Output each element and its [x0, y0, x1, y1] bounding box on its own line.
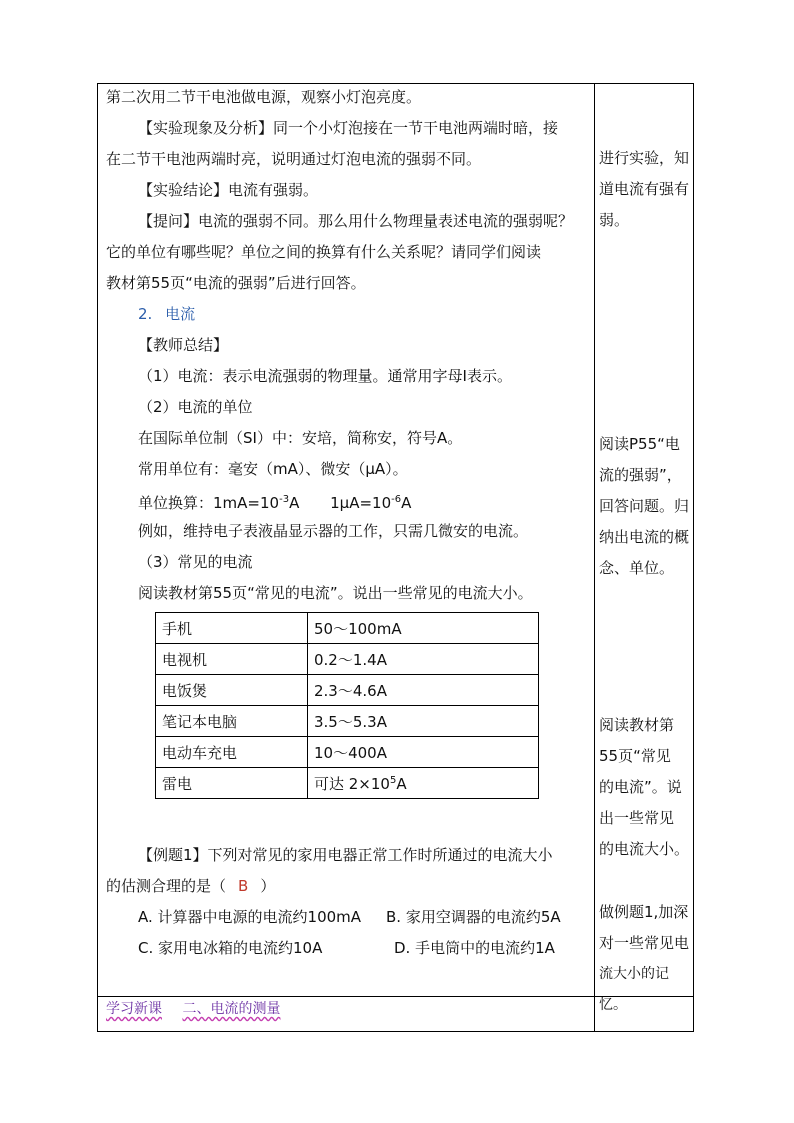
text-line: 教材第55页“电流的强弱”后进行回答。 — [106, 274, 366, 292]
option-b: B. 家用空调器的电流约5A — [386, 908, 561, 926]
value-cell: 2.3～4.6A — [308, 675, 539, 706]
table-row — [156, 737, 539, 768]
section-heading — [138, 304, 195, 324]
value-cell: 3.5～5.3A — [308, 706, 539, 737]
side-line: 进行实验，知 — [599, 149, 690, 167]
lesson-table — [97, 83, 694, 1032]
footer-title: 二、电流的测量 — [182, 1001, 281, 1017]
column-divider — [594, 84, 595, 1032]
unit: A — [396, 774, 407, 793]
section-number: 2. — [138, 305, 153, 323]
value-cell — [308, 768, 539, 799]
example1-answer: B — [238, 877, 249, 895]
option-c: C. 家用电冰箱的电流约10A — [138, 939, 323, 957]
table-row — [156, 644, 539, 675]
device-cell: 手机 — [156, 613, 308, 644]
value-cell: 10～400A — [308, 737, 539, 768]
table-row — [156, 675, 539, 706]
side-line: 流的强弱”， — [599, 466, 682, 484]
section-title: 电流 — [165, 305, 196, 323]
side-line: 流大小的记忆。 — [599, 966, 669, 1013]
summary-heading: 【教师总结】 — [138, 336, 229, 354]
side-line: 道电流有强有 — [599, 180, 690, 198]
side-note-1 — [599, 143, 694, 236]
device-cell: 笔记本电脑 — [156, 706, 308, 737]
side-line: 回答问题。归 — [599, 497, 690, 515]
option-d: D. 手电筒中的电流约1A — [394, 939, 555, 957]
unit-heading: （2）电流的单位 — [138, 398, 253, 416]
common-unit-line: 常用单位有：毫安（mA）、微安（μA）。 — [138, 460, 408, 478]
common-heading: （3）常见的电流 — [138, 553, 253, 571]
table-row — [156, 706, 539, 737]
current-table — [155, 612, 539, 799]
conversion-line — [138, 490, 411, 513]
text-line: 【实验结论】电流有强弱。 — [138, 181, 319, 199]
option-a: A. 计算器中电源的电流约100mA — [138, 908, 362, 926]
device-cell: 电视机 — [156, 644, 308, 675]
conversion-ua: 1μA=10 — [330, 494, 392, 512]
device-cell: 电动车充电 — [156, 737, 308, 768]
side-line: 阅读教材第 — [599, 716, 675, 734]
unit: A — [401, 494, 412, 512]
exponent: -3 — [279, 494, 290, 505]
side-line: 的电流”。说 — [599, 778, 682, 796]
side-line: 对一些常见电 — [599, 934, 690, 952]
device-cell: 雷电 — [156, 768, 308, 799]
value-cell: 0.2～1.4A — [308, 644, 539, 675]
device-cell: 电饭煲 — [156, 675, 308, 706]
text-line: 在二节干电池两端时亮，说明通过灯泡电流的强弱不同。 — [106, 150, 482, 168]
side-note-3 — [599, 710, 694, 865]
side-line: 弱。 — [599, 211, 630, 229]
value-text: 可达 2×10 — [314, 774, 390, 793]
definition-line: （1）电流：表示电流强弱的物理量。通常用字母I表示。 — [138, 367, 512, 385]
example1-close: ） — [260, 877, 276, 895]
text-line: 它的单位有哪些呢？单位之间的换算有什么关系呢？请同学们阅读 — [106, 243, 542, 261]
value-cell: 50～100mA — [308, 613, 539, 644]
exponent: -6 — [391, 494, 402, 505]
exponent: 5 — [389, 774, 397, 786]
side-line: 55页“常见 — [599, 747, 671, 765]
si-line: 在国际单位制（SI）中：安培，简称安，符号A。 — [138, 429, 463, 447]
side-line: 纳出电流的概 — [599, 528, 690, 546]
example1-stem: 的估测合理的是（ — [106, 877, 227, 895]
unit: A — [289, 494, 300, 512]
text-line: 【提问】电流的强弱不同。那么用什么物理量表述电流的强弱呢？ — [138, 212, 574, 230]
example-line: 例如，维持电子表液晶显示器的工作，只需几微安的电流。 — [138, 522, 529, 540]
read-line: 阅读教材第55页“常见的电流”。说出一些常见的电流大小。 — [138, 584, 533, 602]
side-note-4 — [599, 897, 694, 1021]
side-note-2 — [599, 429, 694, 584]
example1-line: 【例题1】下列对常见的家用电器正常工作时所通过的电流大小 — [138, 846, 553, 864]
footer-label: 学习新课 — [106, 1001, 162, 1017]
side-line: 阅读P55“电 — [599, 435, 680, 453]
example1-line — [106, 876, 275, 896]
conversion-ma: 1mA=10 — [213, 494, 280, 512]
side-line: 出一些常见 — [599, 809, 675, 827]
conversion-label: 单位换算： — [138, 494, 214, 512]
footer-heading — [106, 999, 280, 1019]
table-row — [156, 613, 539, 644]
table-row — [156, 768, 539, 799]
side-line: 念、单位。 — [599, 559, 675, 577]
text-line: 【实验现象及分析】同一个小灯泡接在一节干电池两端时暗，接 — [138, 119, 559, 137]
side-line: 做例题1,加深 — [599, 903, 689, 921]
side-line: 的电流大小。 — [599, 840, 690, 858]
text-line: 第二次用二节干电池做电源，观察小灯泡亮度。 — [106, 88, 422, 106]
